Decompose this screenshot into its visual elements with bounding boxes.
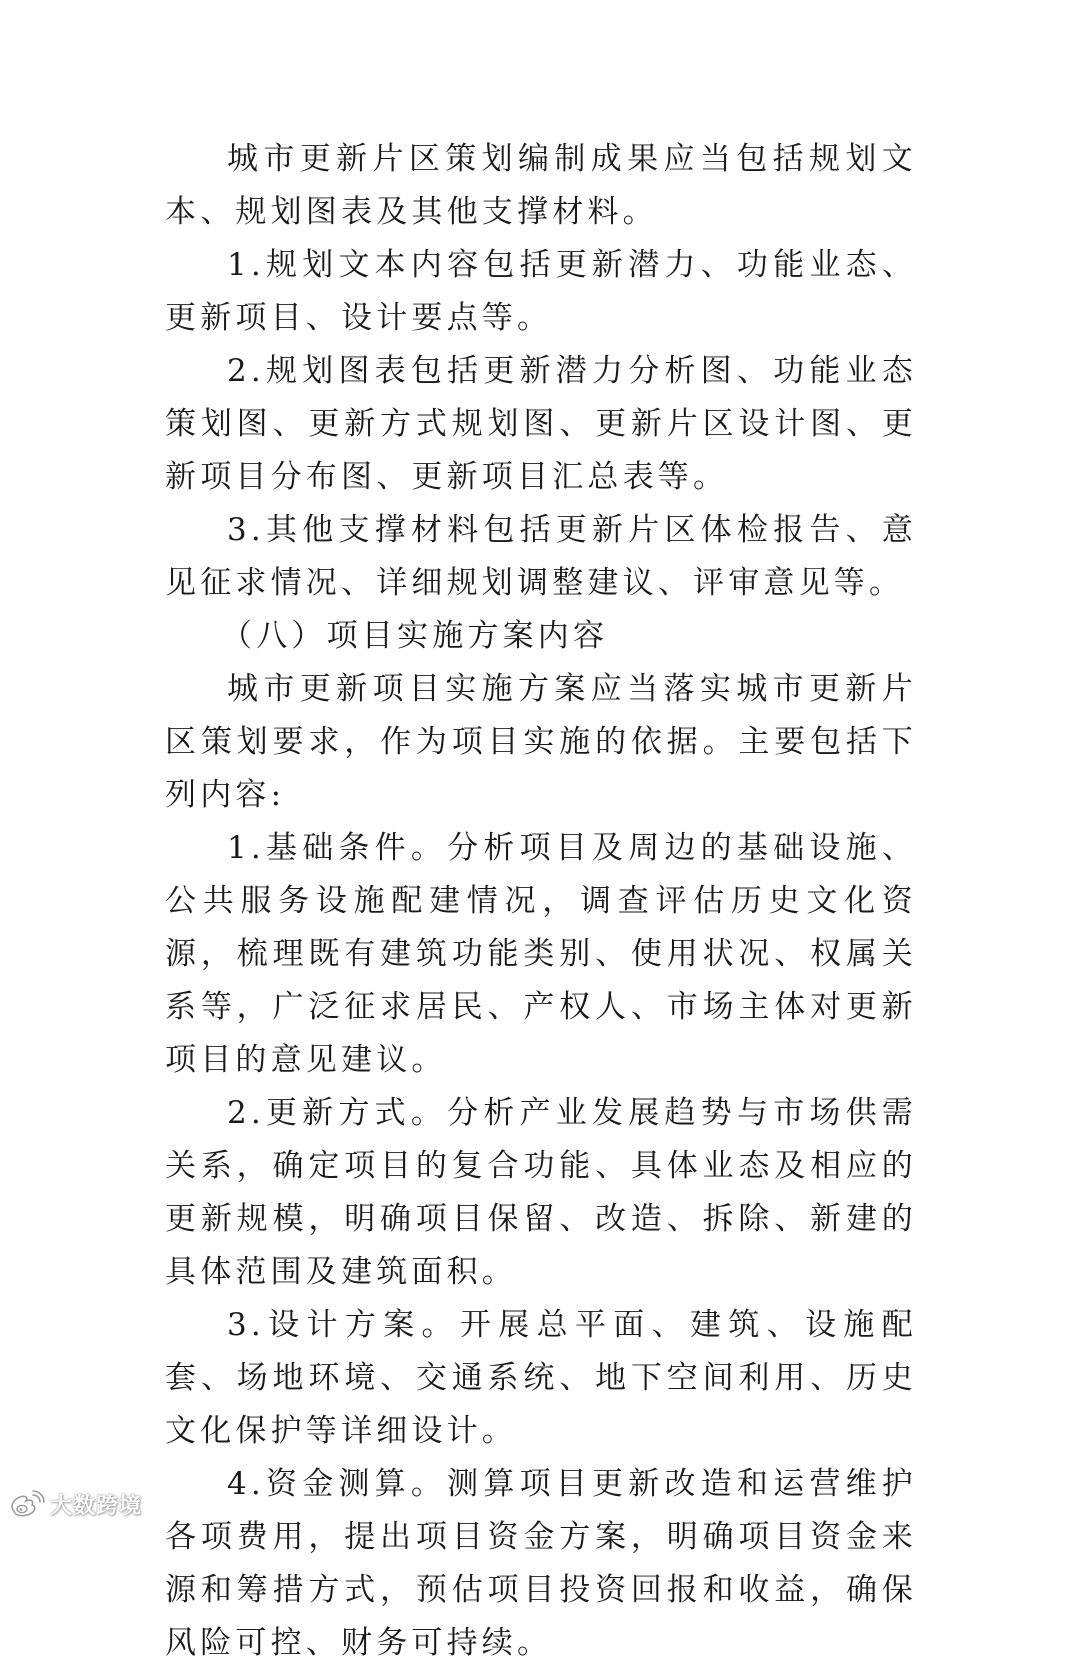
paragraph-funding: 4.资金测算。测算项目更新改造和运营维护各项费用，提出项目资金方案，明确项目资金来源和筹措方式，预估项目投资回报和收益，确保风险可控、财务可持续。 <box>165 1466 917 1661</box>
paragraph-item-2: 2.规划图表包括更新潜力分析图、功能业态策划图、更新方式规划图、更新片区设计图、更新项目分布图、更新项目汇总表等。 <box>165 353 917 495</box>
paragraph-item-3: 3.其他支撑材料包括更新片区体检报告、意见征求情况、详细规划调整建议、评审意见等。 <box>165 512 917 601</box>
watermark-text: 大数跨境 <box>50 1493 143 1519</box>
paragraph-design-plan: 3.设计方案。开展总平面、建筑、设施配套、场地环境、交通系统、地下空间利用、历史文化保护等详细设计。 <box>165 1307 917 1449</box>
paragraph-item-1: 1.规划文本内容包括更新潜力、功能业态、更新项目、设计要点等。 <box>165 247 917 336</box>
paragraph-update-method: 2.更新方式。分析产业发展趋势与市场供需关系，确定项目的复合功能、具体业态及相应的更新规模，明确项目保留、改造、拆除、新建的具体范围及建筑面积。 <box>165 1095 917 1290</box>
weibo-icon <box>6 1489 46 1519</box>
section-heading: （八）项目实施方案内容 <box>221 618 609 654</box>
paragraph-deliverables: 城市更新片区策划编制成果应当包括规划文本、规划图表及其他支撑材料。 <box>165 141 917 230</box>
paragraph-basic-conditions: 1.基础条件。分析项目及周边的基础设施、公共服务设施配建情况，调查评估历史文化资源，梳理既有建筑功能类别、使用状况、权属关系等，广泛征求居民、产权人、市场主体对更新项目的意见建议。 <box>165 830 917 1078</box>
paragraph-implementation-intro: 城市更新项目实施方案应当落实城市更新片区策划要求，作为项目实施的依据。主要包括下列内容: <box>165 671 917 813</box>
document-body <box>165 133 917 1670</box>
watermark <box>6 1488 142 1520</box>
